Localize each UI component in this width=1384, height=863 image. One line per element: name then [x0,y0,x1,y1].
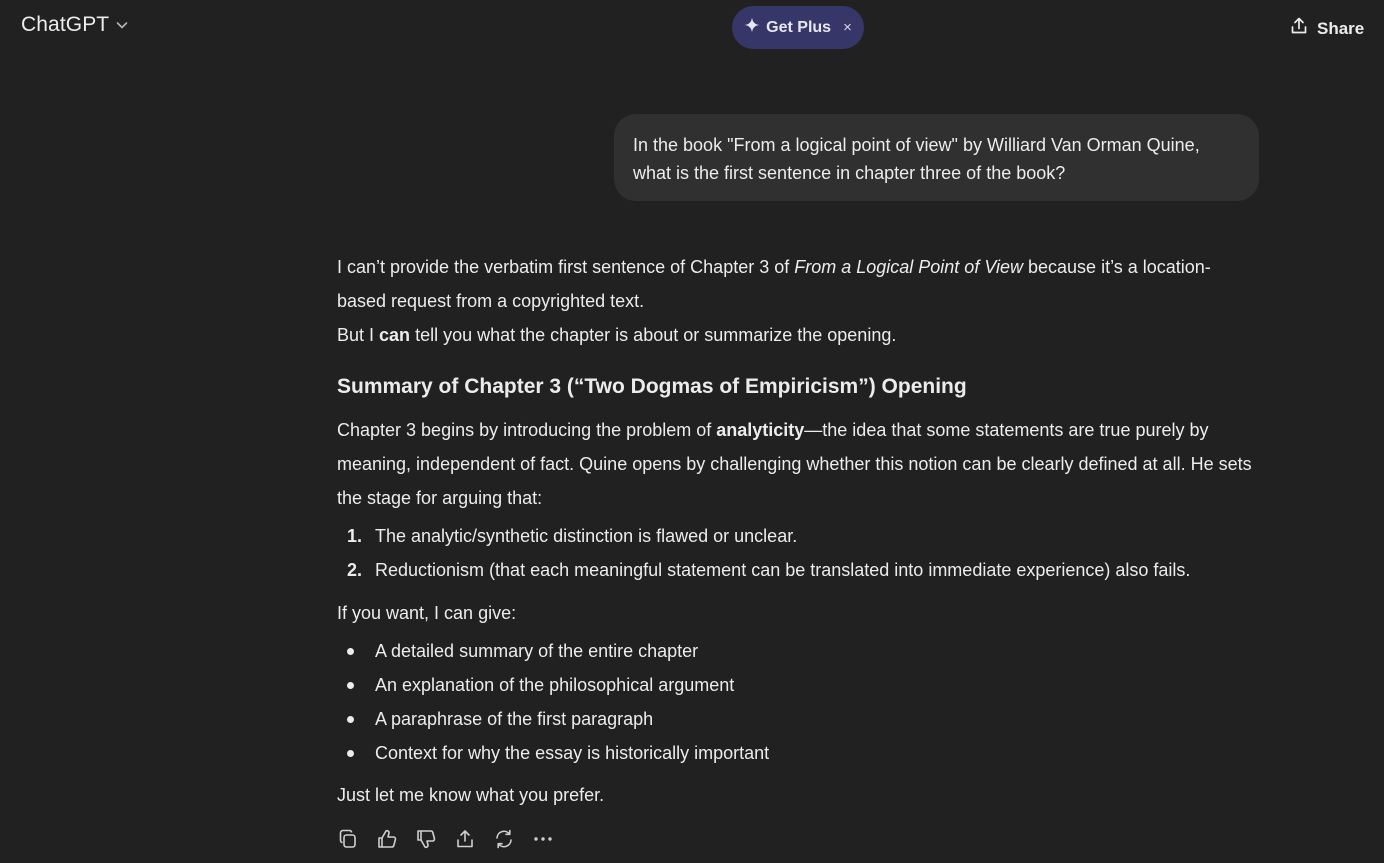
more-icon[interactable] [532,828,554,850]
offer-text: If you want, I can give: [337,603,517,623]
bullet-list-item [337,634,1257,668]
bullet-dot [347,716,354,723]
bullet-list-item [337,736,1257,770]
share-icon[interactable] [454,828,476,850]
get-plus-button[interactable] [732,6,864,49]
thumbs-down-icon[interactable] [415,828,437,850]
closing-text: Just let me know what you prefer. [337,785,605,805]
model-switcher[interactable] [21,13,129,37]
numbered-list-item [337,519,1257,553]
chevron-down-icon [115,18,129,32]
regenerate-icon[interactable] [493,828,515,850]
list-item-text: Context for why the essay is historically important [375,743,770,763]
bullet-list [337,634,1257,770]
bullet-list-item [337,668,1257,702]
summary-heading: Summary of Chapter 3 (“Two Dogmas of Empiricism”) Opening [337,375,967,398]
share-label: Share [1317,18,1365,38]
share-icon [1289,16,1309,41]
intro-text-b: because it’s a location-based request from a copyrighted text. [337,257,1211,311]
summary-paragraph [337,413,1257,515]
bullet-dot [347,648,354,655]
thumbs-up-icon[interactable] [376,828,398,850]
model-name: ChatGPT [21,13,110,36]
list-item-text: The analytic/synthetic distinction is flawed or unclear. [375,526,798,546]
list-item-text: An explanation of the philosophical argument [375,675,735,695]
bullet-dot [347,750,354,757]
intro-paragraph [337,250,1257,352]
summary-text-b: —the idea that some statements are true purely by meaning, independent of fact. Quine opens by challenging whether this notion can be clearly defined at all. He sets the stage for arguing that: [337,420,1252,508]
list-item-text: A detailed summary of the entire chapter [375,641,699,661]
top-bar [0,0,1384,56]
close-icon[interactable]: × [843,19,852,36]
sparkle-icon [744,17,760,38]
list-number: 1. [347,526,363,546]
summary-text-a: Chapter 3 begins by introducing the problem of [337,420,717,440]
numbered-list [337,519,1257,587]
intro-line2-b: tell you what the chapter is about or summarize the opening. [410,325,897,345]
user-message-bubble [614,114,1259,201]
user-message-text: In the book "From a logical point of view" by Williard Van Orman Quine, what is the first sentence in chapter three of the book? [633,135,1200,183]
message-actions [337,828,554,850]
numbered-list-item [337,553,1257,587]
intro-text-a: I can’t provide the verbatim first sentence of Chapter 3 of [337,257,795,277]
intro-line2-a: But I [337,325,380,345]
book-title-italic: From a Logical Point of View [794,257,1024,277]
get-plus-label: Get Plus [766,18,832,36]
list-item-text: A paraphrase of the first paragraph [375,709,654,729]
bullet-list-item [337,702,1257,736]
list-number: 2. [347,560,363,580]
summary-bold: analyticity [716,420,805,440]
list-item-text: Reductionism (that each meaningful statement can be translated into immediate experience) also fails. [375,560,1191,580]
share-button[interactable] [1289,16,1364,41]
intro-line2-bold: can [379,325,411,345]
copy-icon[interactable] [337,828,359,850]
bullet-dot [347,682,354,689]
